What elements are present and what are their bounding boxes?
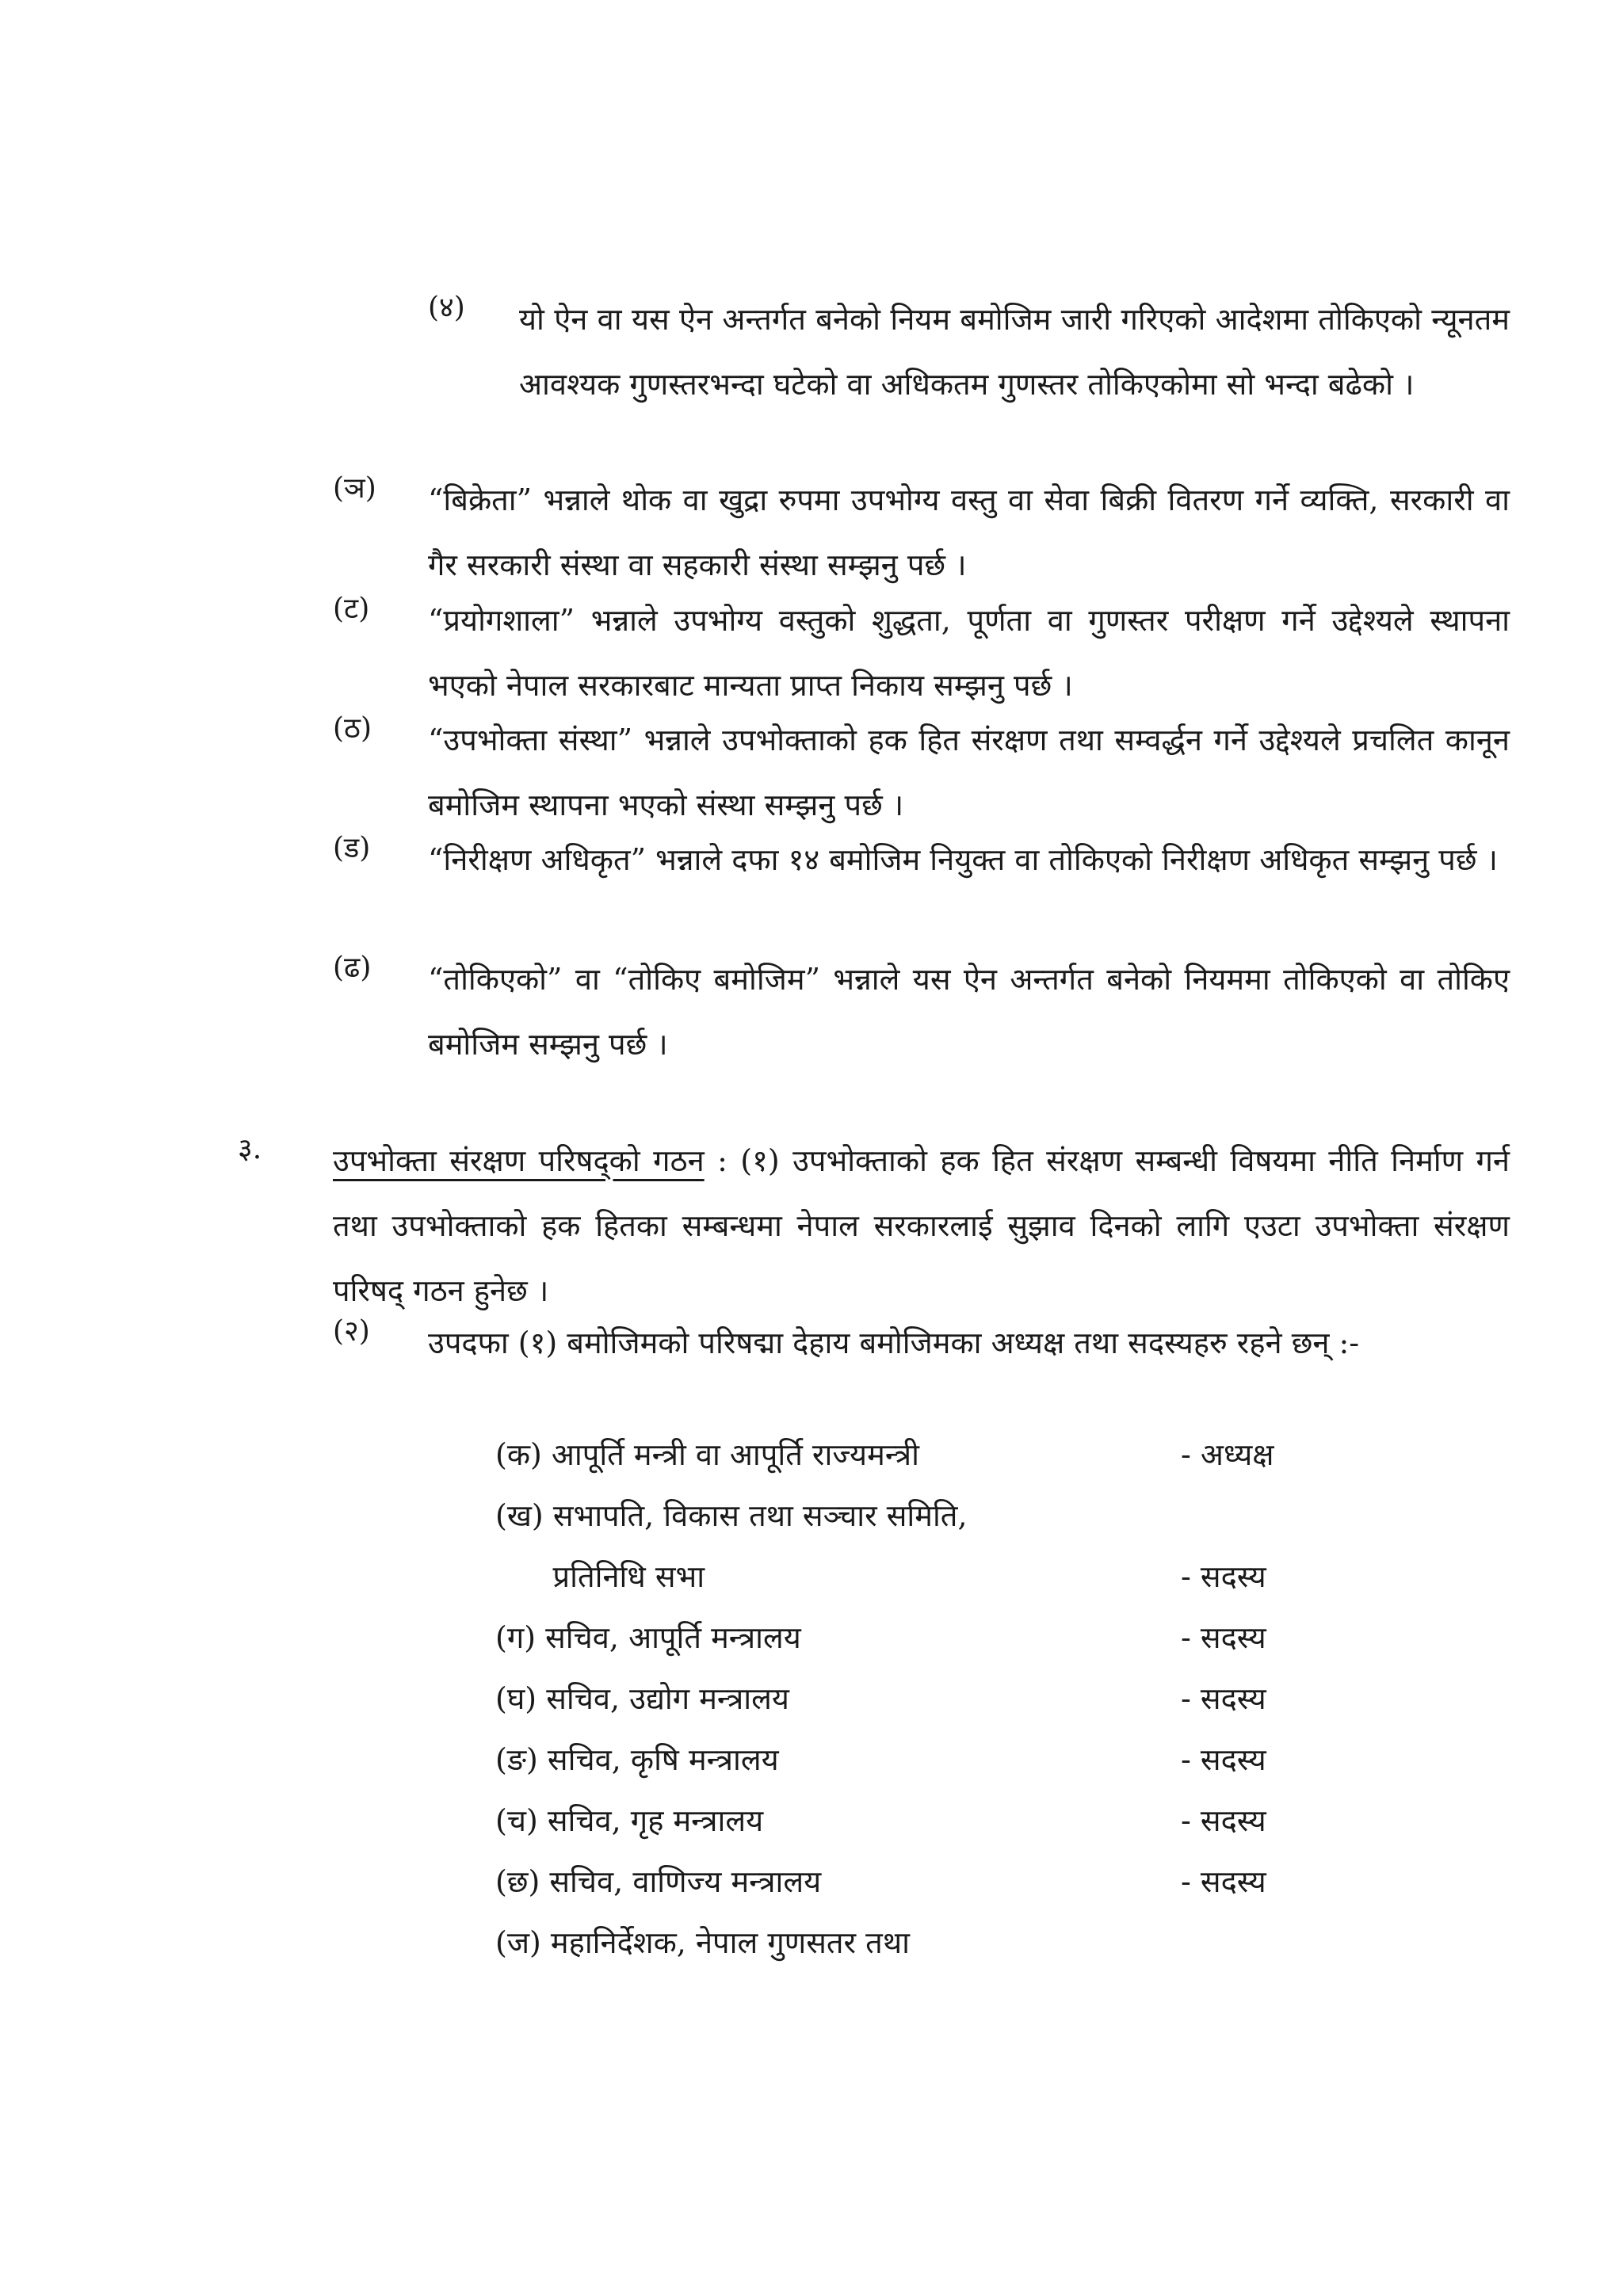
member-label: (ग) सचिव, आपूर्ति मन्त्रालय <box>495 1620 801 1655</box>
subsection-number: (२) <box>333 1315 370 1348</box>
clause-text: यो ऐन वा यस ऐन अन्तर्गत बनेको नियम बमोजिम जारी गरिएको आदेशमा तोकिएको न्यूनतम आवश्यक गुणस्तरभन्दा घटेको वा अधिकतम गुणस्तर तोकिएकोमा सो भन्दा बढेको । <box>519 302 1510 402</box>
clause-text: “निरीक्षण अधिकृत” भन्नाले दफा १४ बमोजिम नियुक्त वा तोकिएको निरीक्षण अधिकृत सम्झनु पर्छ । <box>428 842 1498 877</box>
clause-number: (ट) <box>333 593 370 625</box>
clause-number: (ढ) <box>333 952 372 984</box>
section-number: ३. <box>238 1133 262 1165</box>
member-role: - सदस्य <box>1181 1620 1266 1655</box>
member-label: (ख) सभापति, विकास तथा सञ्चार समिति, <box>495 1498 968 1533</box>
member-role: - सदस्य <box>1181 1559 1266 1594</box>
member-label: (क) आपूर्ति मन्त्री वा आपूर्ति राज्यमन्त्री <box>495 1437 919 1472</box>
clause-text: “तोकिएको” वा “तोकिए बमोजिम” भन्नाले यस ऐन अन्तर्गत बनेको नियममा तोकिएको वा तोकिए बमोजिम सम्झनु पर्छ । <box>428 962 1510 1062</box>
section-body: : (१) उपभोक्ताको हक हित संरक्षण सम्बन्धी विषयमा नीति निर्माण गर्न तथा उपभोक्ताको हक हितका सम्बन्धमा नेपाल सरकारलाई सुझाव दिनको लागि एउटा उपभोक्ता संरक्षण परिषद् गठन हुनेछ । <box>333 1143 1510 1308</box>
clause-number: (४) <box>428 292 465 324</box>
member-role: - सदस्य <box>1181 1864 1266 1899</box>
clause-text: “बिक्रेता” भन्नाले थोक वा खुद्रा रुपमा उपभोग्य वस्तु वा सेवा बिक्री वितरण गर्ने व्यक्ति, सरकारी वा गैर सरकारी संस्था वा सहकारी संस्था सम्झनु पर्छ । <box>428 482 1510 582</box>
member-role: - अध्यक्ष <box>1181 1437 1274 1472</box>
clause-text: “उपभोक्ता संस्था” भन्नाले उपभोक्ताको हक हित संरक्षण तथा सम्वर्द्धन गर्ने उद्देश्यले प्रचलित कानून बमोजिम स्थापना भएको संस्था सम्झनु पर्छ । <box>428 723 1510 822</box>
member-role: - सदस्य <box>1181 1803 1266 1838</box>
clause-number: (ञ) <box>333 472 376 505</box>
clause-text: “प्रयोगशाला” भन्नाले उपभोग्य वस्तुको शुद्धता, पूर्णता वा गुणस्तर परीक्षण गर्ने उद्देश्यले स्थापना भएको नेपाल सरकारबाट मान्यता प्राप्त निकाय सम्झनु पर्छ । <box>428 603 1510 703</box>
member-role: - सदस्य <box>1181 1681 1266 1716</box>
clause-number: (ड) <box>333 832 371 864</box>
members-list <box>495 1431 1288 2001</box>
member-label: (छ) सचिव, वाणिज्य मन्त्रालय <box>495 1864 822 1899</box>
member-label: (च) सचिव, गृह मन्त्रालय <box>495 1803 764 1838</box>
member-label: प्रतिनिधि सभा <box>495 1559 705 1594</box>
clause-number: (ठ) <box>333 712 372 745</box>
section-title: उपभोक्ता संरक्षण परिषद्को गठन <box>333 1143 705 1178</box>
member-role: - सदस्य <box>1181 1742 1266 1777</box>
member-label: (घ) सचिव, उद्योग मन्त्रालय <box>495 1681 789 1716</box>
section-text <box>333 1128 1510 1323</box>
member-label: (ङ) सचिव, कृषि मन्त्रालय <box>495 1742 779 1777</box>
member-label: (ज) महानिर्देशक, नेपाल गुणसतर तथा <box>495 1925 910 1960</box>
subsection-text: उपदफा (१) बमोजिमको परिषद्मा देहाय बमोजिमका अध्यक्ष तथा सदस्यहरु रहने छन् :- <box>428 1325 1360 1360</box>
